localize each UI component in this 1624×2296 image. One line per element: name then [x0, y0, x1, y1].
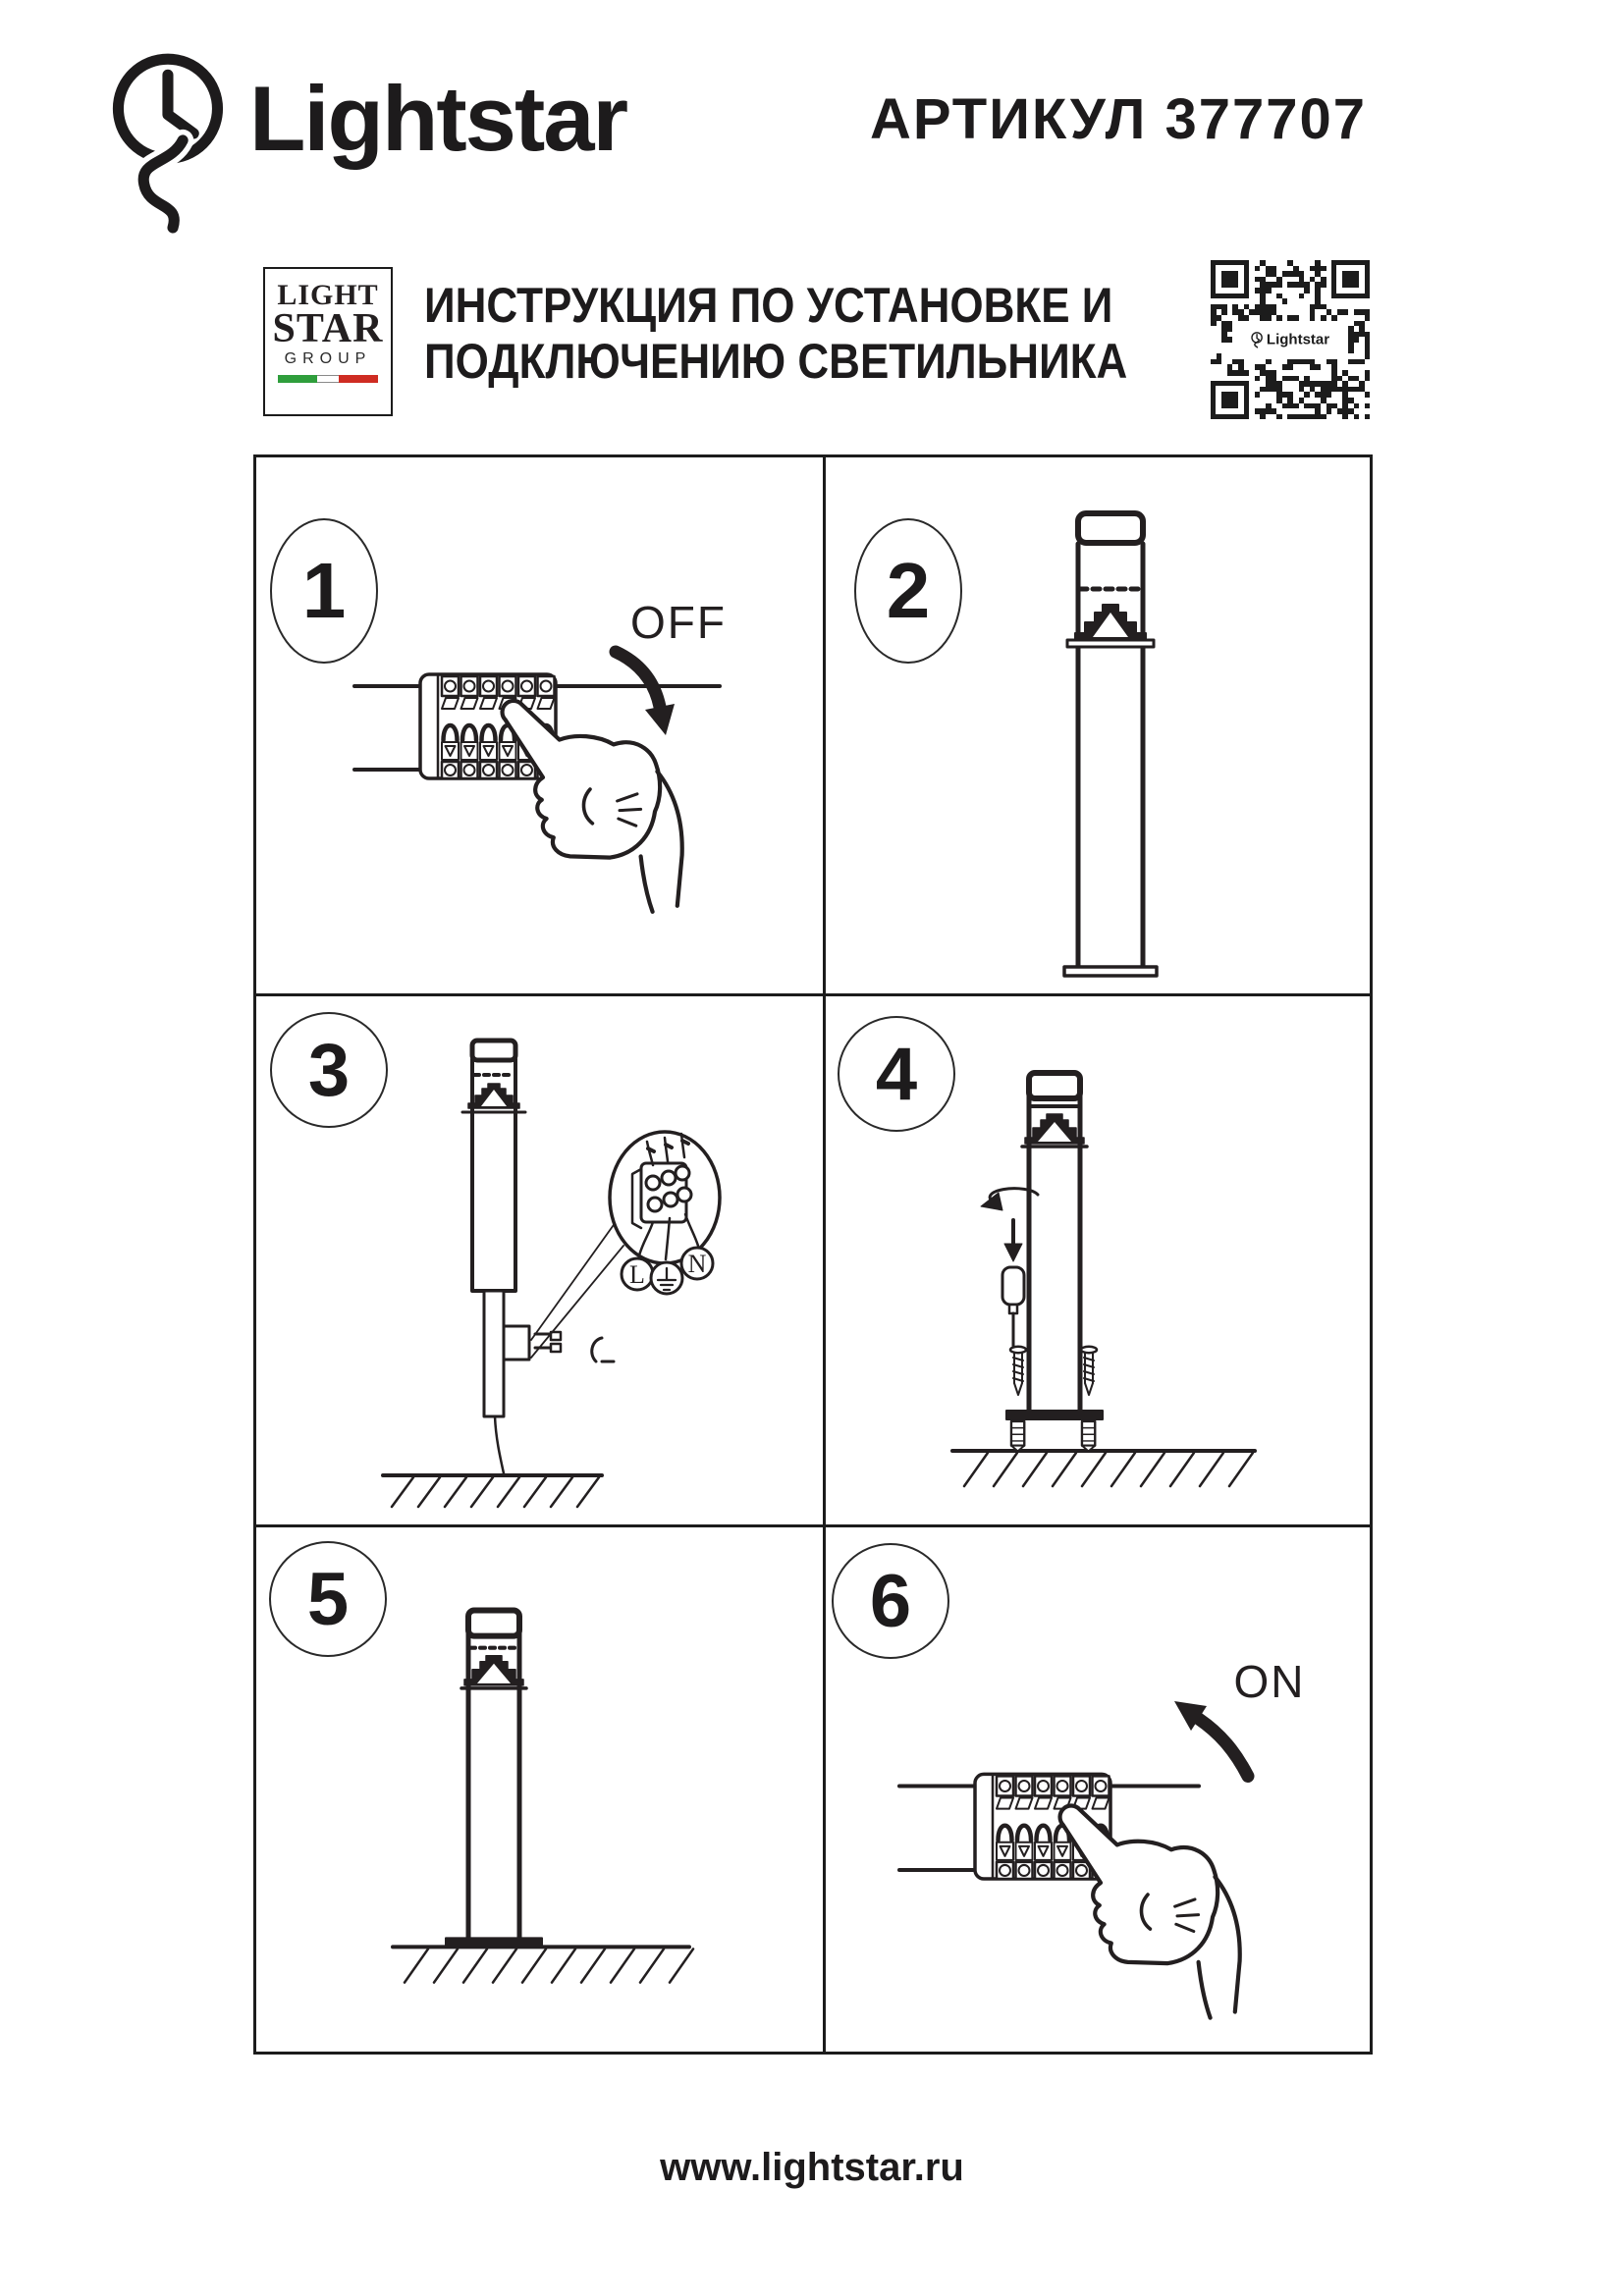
step-number-badge: 5 [269, 1541, 387, 1657]
steps-grid [253, 454, 1373, 2055]
step-3-illustration [256, 996, 823, 1524]
instruction-title [424, 278, 1223, 390]
step-number-badge: 4 [838, 1016, 955, 1132]
hand-icon [1060, 1806, 1240, 2018]
logo-box-line3: GROUP [284, 350, 372, 367]
qr-center-label-text: Lightstar [1266, 331, 1330, 348]
neutral-label: N [687, 1250, 707, 1278]
screw-icon [1081, 1347, 1097, 1395]
step-number-badge: 6 [832, 1543, 949, 1659]
step-2-illustration [826, 457, 1370, 993]
step-number-badge: 1 [270, 518, 378, 664]
step-5-panel [256, 1527, 826, 2052]
qr-code [1204, 253, 1377, 426]
hand-icon [503, 701, 682, 912]
qr-center-label [1246, 331, 1334, 349]
brand-logo [108, 45, 626, 234]
step-number-badge: 3 [270, 1012, 388, 1128]
flag-red-segment [339, 375, 378, 383]
lightstar-bulb-icon [1251, 332, 1264, 348]
step-4-panel [826, 996, 1370, 1527]
italian-flag-bar [278, 375, 378, 383]
screw-icon [1010, 1347, 1026, 1395]
down-arrowhead-icon [1004, 1244, 1022, 1261]
dowel-icon [1082, 1421, 1095, 1451]
step-1-illustration [256, 457, 823, 993]
step-5-illustration [256, 1527, 823, 2052]
lightstar-bulb-icon [108, 45, 234, 234]
step-1-panel [256, 457, 826, 996]
qr-finder-top-right [1331, 260, 1370, 298]
step-number-badge: 2 [854, 518, 962, 664]
step-6-panel [826, 1527, 1370, 2052]
off-arrow-icon [616, 652, 660, 707]
step-2-panel [826, 457, 1370, 996]
website-url: www.lightstar.ru [660, 2146, 964, 2189]
live-label: L [629, 1260, 645, 1289]
screwdriver-handle [1002, 1267, 1024, 1305]
on-label: ON [1233, 1655, 1306, 1707]
off-label: OFF [630, 597, 727, 648]
logo-box-line2: STAR [272, 306, 384, 351]
flag-green-segment [278, 375, 317, 383]
qr-finder-bottom-left [1211, 381, 1249, 419]
brand-wordmark: Lightstar [249, 67, 627, 170]
step-3-panel [256, 996, 826, 1527]
step-6-illustration [826, 1527, 1370, 2052]
on-arrow-icon [1199, 1719, 1248, 1776]
off-arrowhead-icon [645, 704, 675, 735]
qr-finder-top-left [1211, 260, 1249, 298]
lightstar-group-logo-box [263, 267, 393, 416]
flag-white-segment [317, 375, 339, 383]
instruction-title-line1: ИНСТРУКЦИЯ ПО УСТАНОВКЕ И [424, 278, 1113, 333]
dowel-icon [1011, 1421, 1024, 1451]
logo-box-line1: LIGHT [277, 279, 379, 311]
article-number: АРТИКУЛ 377707 [870, 87, 1367, 151]
instruction-title-line2: ПОДКЛЮЧЕНИЮ СВЕТИЛЬНИКА [424, 334, 1128, 389]
step-4-illustration [826, 996, 1370, 1524]
